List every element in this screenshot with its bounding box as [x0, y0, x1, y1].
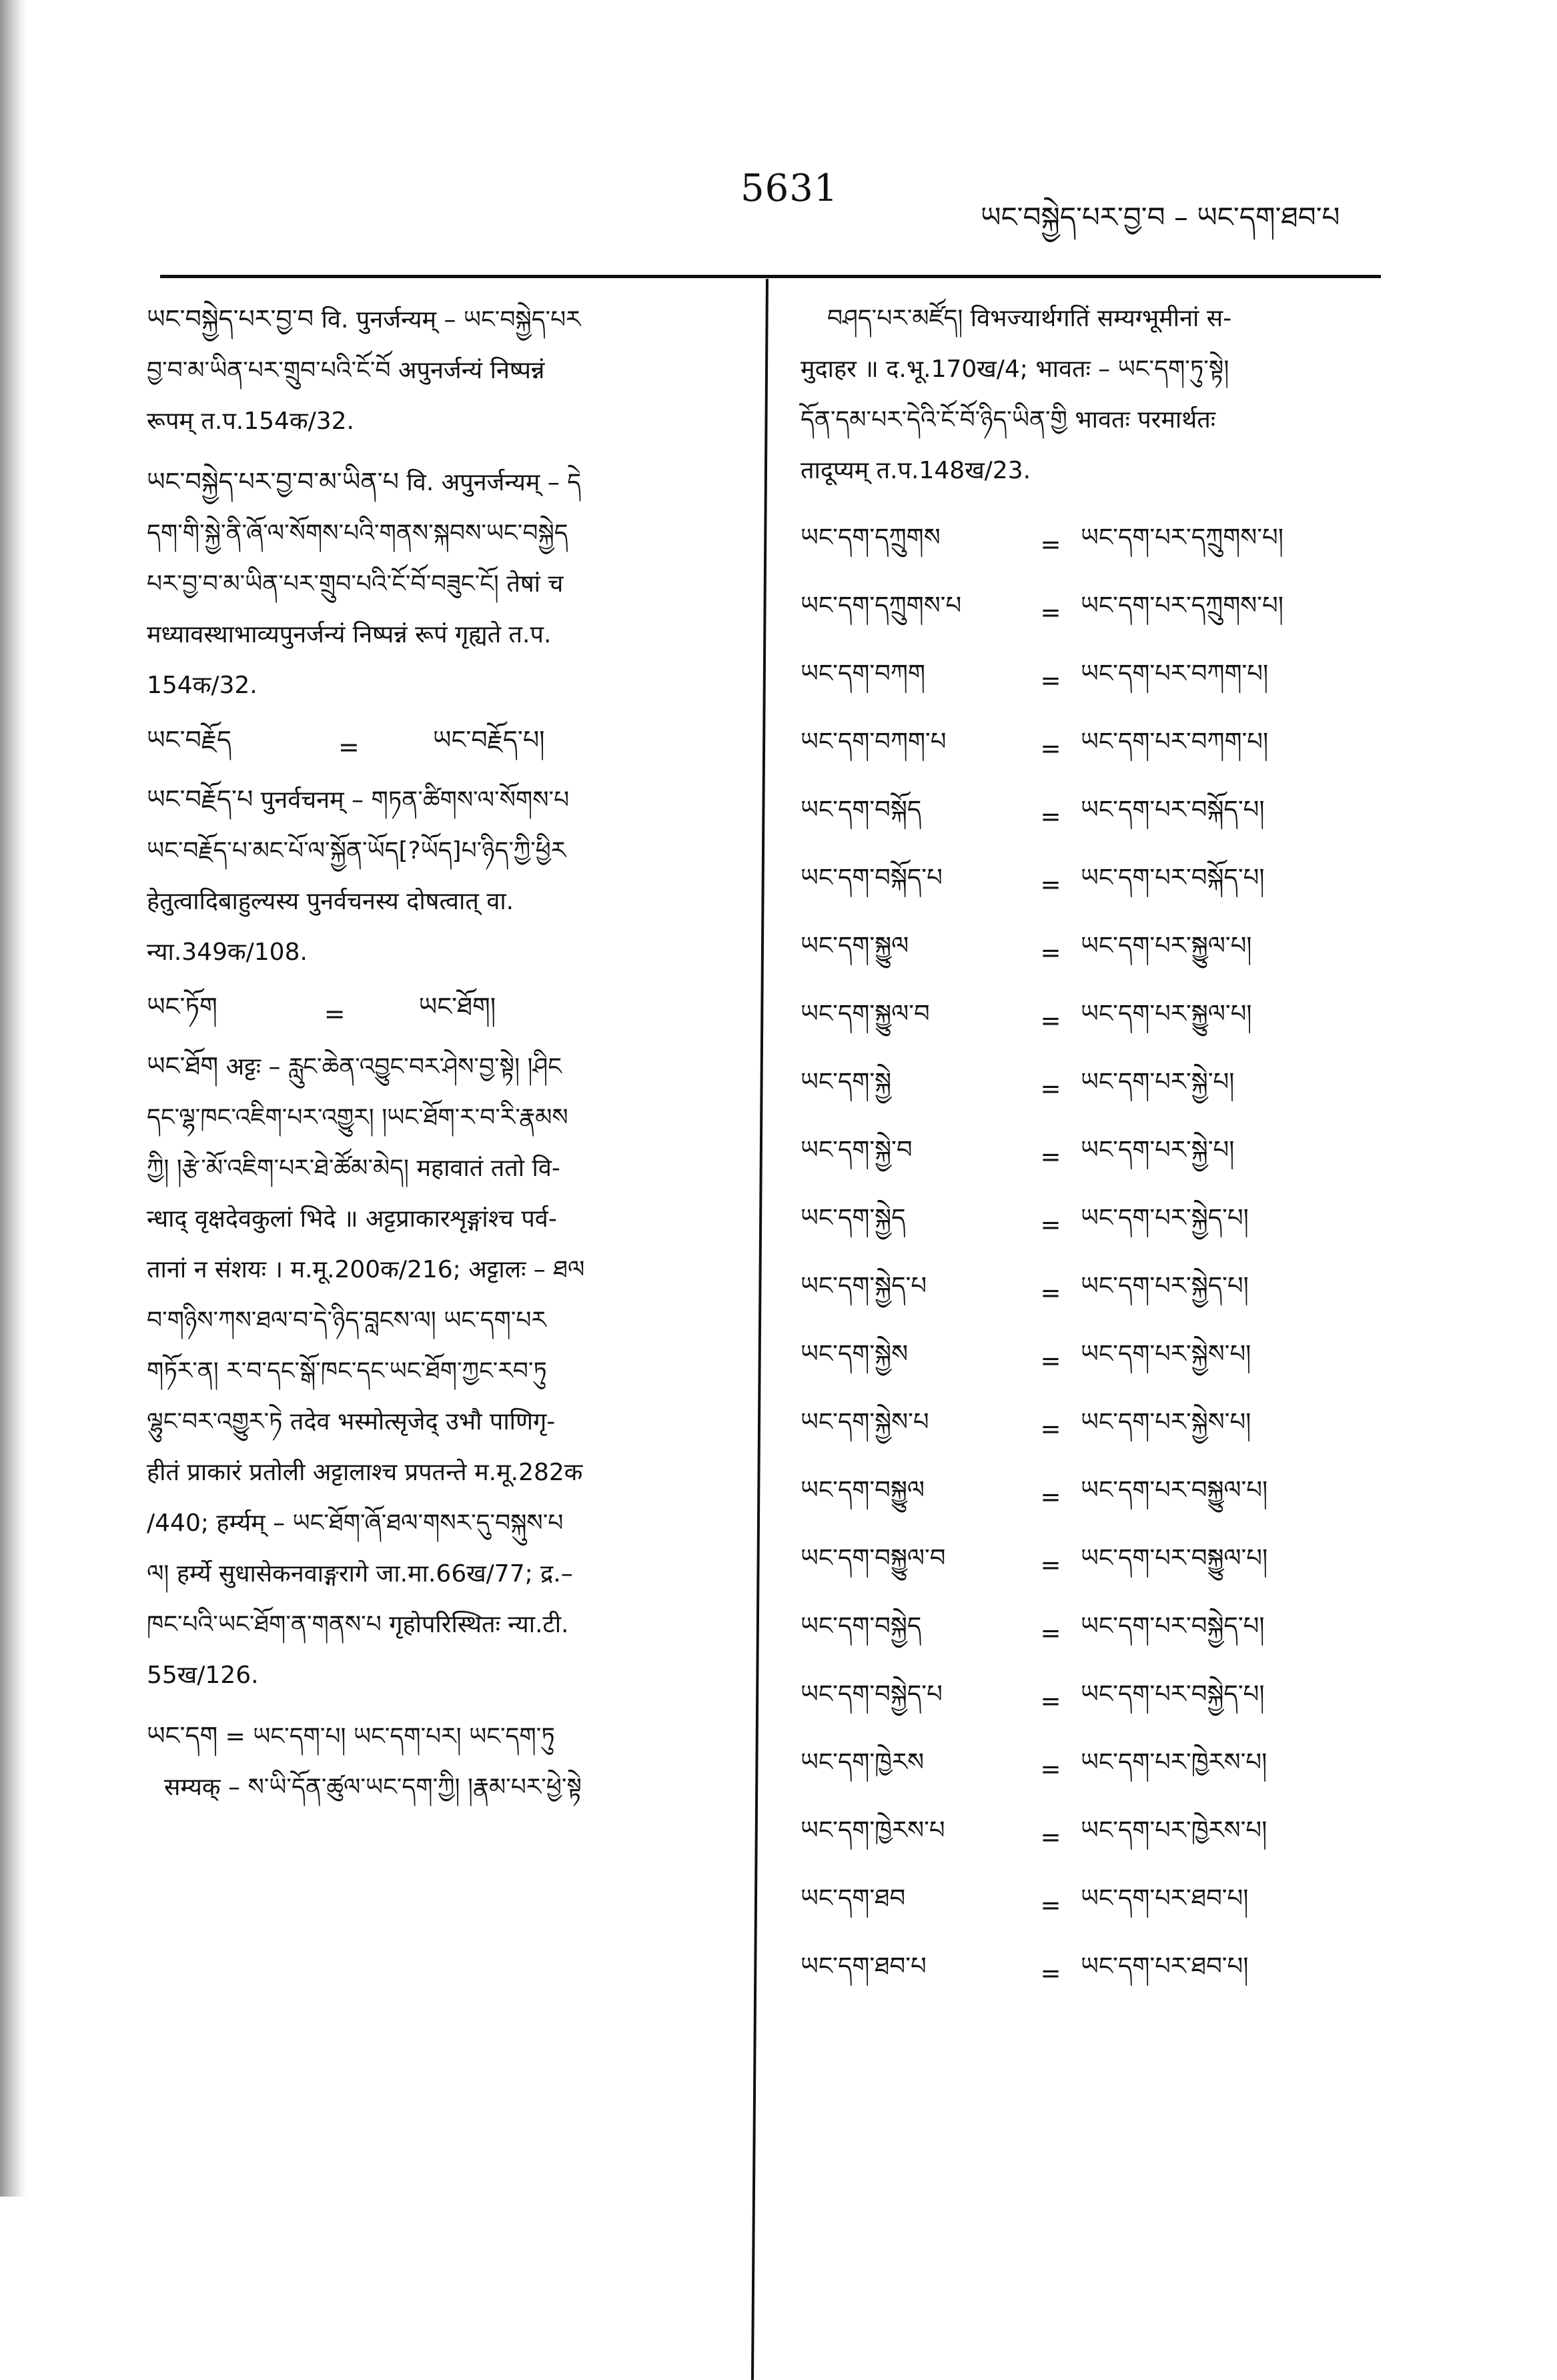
cross-reference [801, 1802, 1388, 1870]
xref-target: ཡང་བརྗོད་པ། [432, 724, 545, 754]
cross-reference [801, 1326, 1388, 1394]
entry-line: བྱ་བ་མ་ཡིན་པར་གྲུབ་པའི་ངོ་བོ अपुनर्जन्यं निष्पन्नं [147, 357, 545, 384]
xref-target: ཡང་དག་པར་བསྐྱུལ་པ། [1081, 1544, 1268, 1572]
entry-headword: ཡང་དག་བསྐོད་པ [801, 863, 943, 892]
entry-headword: ཡང་དག་དཀྲུགས [801, 523, 941, 552]
entry-line: न्या.349क/108. [147, 939, 308, 966]
dictionary-entry [147, 1041, 740, 1701]
entry-headword: ཡང་བསྐྱེད་པར་བྱ་བ་མ་ཡིན་པ [147, 467, 400, 496]
equals-sign: = [1040, 1550, 1061, 1580]
xref-target: ཡང་དག་པར་བཀག་པ། [1081, 659, 1269, 688]
entry-line: པར་བྱ་བ་མ་ཡིན་པར་གྲུབ་པའི་ངོ་བོ་བཟུང་ངོ། तेषां च [147, 570, 564, 598]
cross-reference [801, 1734, 1388, 1802]
equals-sign: = [1040, 802, 1061, 831]
equals-sign: = [1040, 1074, 1061, 1103]
entry-line: वि. पुनर्जन्यम् – ཡང་བསྐྱེད་པར [321, 306, 581, 334]
entry-headword: ཡང་དག་བཀག [801, 659, 925, 688]
entry-line: मुदाहर ॥ द.भू.170ख/4; भावतः – ཡང་དག་ཏུ་སྟེ། [801, 356, 1229, 383]
entry-line: བཤད་པར་མཛོད། विभज्यार्थगतिं सम्यग्भूमीनां स- [827, 305, 1232, 332]
cross-reference [801, 1530, 1388, 1598]
dictionary-entry [147, 293, 740, 447]
entry-headword: ཡང་དག་བསྐོད [801, 795, 922, 824]
equals-sign: = [1040, 598, 1061, 627]
dictionary-entry [147, 1710, 740, 1813]
right-column [801, 293, 1388, 2006]
equals-sign: = [1040, 1346, 1061, 1375]
entry-line: तानां न संशयः । म.मू.200क/216; अट्टालः – ཐལ [147, 1256, 585, 1283]
entry-headword: ཡང་དག་སྐྱུལ [801, 931, 909, 960]
cross-reference [801, 1258, 1388, 1326]
equals-sign: = [1040, 1142, 1061, 1171]
entry-line: अट्टः – རླུང་ཆེན་འབྱུང་བར་ཤེས་བྱ་སྟེ། །ཤིང [225, 1053, 562, 1081]
entry-headword: ཡང་དག [147, 1721, 218, 1750]
page-header [0, 167, 1557, 233]
entry-line: དང་ལྷ་ཁང་འཇིག་པར་འགྱུར། །ཡང་ཐོག་ར་བ་རི་རྣམས [147, 1104, 568, 1131]
xref-target: ཡང་དག་པར་ཐབ་པ། [1081, 1884, 1249, 1912]
column-divider [751, 279, 768, 2380]
xref-target: ཡང་དག་པར་སྐྱེ་པ། [1081, 1135, 1235, 1164]
entry-headword: ཡང་དག་བསྐྱུལ་བ [801, 1544, 946, 1572]
entry-headword: ཡང་དག་བཀག་པ [801, 727, 947, 756]
xref-target: ཡང་དག་པར་ཁྱེརས་པ། [1081, 1816, 1267, 1844]
cross-reference [801, 782, 1388, 850]
entry-line: हेतुत्वादिबाहुल्यस्य पुनर्वचनस्य दोषत्वात् वा. [147, 888, 514, 915]
xref-target: ཡང་དག་པར་དཀྲུགས་པ། [1081, 523, 1283, 552]
xref-target: ཡང་དག་པར་སྐྱེད་པ། [1081, 1271, 1249, 1300]
dictionary-entry [147, 774, 740, 978]
equals-sign: = [1040, 1822, 1061, 1852]
entry-line: /440; हर्म्यम् – ཡང་ཐོག་ཞོ་ཐལ་གསར་དུ་བསྐུས་པ [147, 1510, 564, 1537]
entry-headword: ཡང་དག་སྐྱེས་པ [801, 1407, 929, 1436]
entry-headword: ཡང་དག་དཀྲུགས་པ [801, 591, 962, 620]
equals-sign: = [1040, 1618, 1061, 1648]
entry-headword: ཡང་བརྗོད [147, 724, 231, 754]
xref-target: ཡང་དག་པར་སྐྱེ་པ། [1081, 1067, 1235, 1096]
xref-target: ཡང་དག་པར་བསྐྱེད་པ། [1081, 1612, 1265, 1640]
equals-sign: = [1040, 870, 1061, 899]
entry-line: रूपम् त.प.154क/32. [147, 408, 354, 435]
cross-reference [801, 1598, 1388, 1666]
entry-line: གཏོར་ན། ར་བ་དང་སྒོ་ཁང་དང་ཡང་ཐོག་ཀྱང་རབ་ཏུ [147, 1357, 547, 1385]
equals-sign: = [1040, 530, 1061, 559]
cross-reference [147, 720, 740, 774]
entry-line: सम्यक् – ས་ཡི་དོན་ཚུལ་ཡང་དག་ཀྱི། །རྣམ་པར་ཕྱེ་སྟེ [164, 1774, 582, 1801]
entry-line: न्धाद् वृक्षदेवकुलां भिदे ॥ अट्टप्राकारशृङ्गांश्च पर्व- [147, 1205, 557, 1233]
entry-headword: ཡང་དག་སྐྱེས [801, 1339, 909, 1368]
entry-headword: ཡང་དག་སྐྱེ་བ [801, 1135, 913, 1164]
cross-reference [801, 1938, 1388, 2006]
cross-reference [801, 714, 1388, 782]
entry-line: 154क/32. [147, 672, 257, 699]
xref-target: ཡང་དག་པར་ཐབ་པ། [1081, 1952, 1249, 1980]
entry-headword: ཡང་བསྐྱེད་པར་བྱ་བ [147, 304, 314, 334]
entry-headword: ཡང་དག་བསྐྱུལ [801, 1475, 925, 1504]
equals-sign: = [1040, 734, 1061, 763]
cross-reference [801, 646, 1388, 714]
xref-target: ཡང་དག་པར་བསྐོད་པ། [1081, 795, 1265, 824]
entry-headword: ཡང་དག་སྐྱེད [801, 1203, 906, 1232]
equals-sign: = [1040, 1958, 1061, 1988]
xref-target: ཡང་དག་པར་སྐྱེས་པ། [1081, 1407, 1251, 1436]
cross-reference [801, 1190, 1388, 1258]
cross-reference [801, 510, 1388, 578]
xref-target: ཡང་དག་པར་བཀག་པ། [1081, 727, 1269, 756]
xref-target: ཡང་ཐོག། [418, 991, 496, 1021]
entry-headword: ཡང་དག་སྐྱེད་པ [801, 1271, 927, 1300]
equals-sign: = [338, 732, 360, 762]
entry-line: हीतं प्राकारं प्रतोली अट्टालाश्च प्रपतन्ते म.मू.282क [147, 1459, 583, 1486]
entry-line: ལ། हर्म्ये सुधासेकनवाङ्गरागे जा.मा.66ख/77; द्र.– [147, 1560, 573, 1588]
cross-reference [147, 987, 740, 1041]
entry-headword: ཡང་ཏོག [147, 991, 217, 1021]
cross-reference [801, 986, 1388, 1054]
equals-sign: = [1040, 1754, 1061, 1784]
entry-headword: ཡང་དག་བསྐྱེད་པ [801, 1680, 943, 1708]
entry-line: वि. अपुनर्जन्यम् – དེ [406, 469, 582, 496]
entry-headword: ཡང་ཐོག [147, 1051, 219, 1081]
entry-line: ཁང་པའི་ཡང་ཐོག་ན་གནས་པ गृहोपरिस्थितः न्या.टी. [147, 1611, 569, 1638]
xref-target: ཡང་དག་པར་དཀྲུགས་པ། [1081, 591, 1283, 620]
entry-line: དོན་དམ་པར་དེའི་ངོ་བོ་ཉིད་ཡིན་གྱི भावतः परमार्थतः [801, 406, 1216, 434]
header-rule [160, 275, 1381, 278]
dictionary-entry [147, 456, 740, 711]
cross-reference-list [801, 510, 1388, 2006]
entry-line: ལྷུང་བར་འགྱུར་ཏེ तदेव भस्मोत्सृजेद् उभौ पाणिगृ- [147, 1408, 556, 1435]
cross-reference [801, 850, 1388, 918]
cross-reference [801, 1462, 1388, 1530]
xref-target: ཡང་དག་པར་སྐྱུལ་པ། [1081, 931, 1252, 960]
left-column [147, 293, 740, 1813]
cross-reference [801, 1666, 1388, 1734]
cross-reference [801, 1870, 1388, 1938]
entry-headword: ཡང་དག་ཐབ [801, 1884, 906, 1912]
equals-sign: = [324, 999, 346, 1029]
entry-line: དག་གི་སྐྱེ་ནི་ཞོ་ལ་སོགས་པའི་གནས་སྐབས་ཡང་བསྐྱེད [147, 520, 568, 547]
entry-line: བ་གཉིས་ཀས་ཐལ་བ་དེ་ཉིད་བླངས་ལ། ཡང་དག་པར [147, 1307, 546, 1334]
entry-line: मध्यावस्थाभाव्यपुनर्जन्यं निष्पन्नं रूपं गृह्यते त.प. [147, 621, 552, 648]
entry-headword: ཡང་དག་བསྐྱེད [801, 1612, 922, 1640]
page-number: 5631 [740, 167, 839, 210]
equals-sign: = [1040, 1890, 1061, 1920]
cross-reference [801, 1054, 1388, 1122]
equals-sign: = [1040, 1686, 1061, 1716]
xref-target: ཡང་དག་པར་སྐྱེས་པ། [1081, 1339, 1251, 1368]
entry-headword: ཡང་དག་ཁྱེརས [801, 1748, 925, 1776]
xref-target: ཡང་དག་པར་བསྐོད་པ། [1081, 863, 1265, 892]
entry-headword: ཡང་དག་ཐབ་པ [801, 1952, 927, 1980]
xref-target: ཡང་དག་པར་བསྐྱུལ་པ། [1081, 1475, 1268, 1504]
entry-line: 55ख/126. [147, 1662, 259, 1689]
equals-sign: = [1040, 938, 1061, 967]
entry-line: पुनर्वचनम् – གཏན་ཚིགས་ལ་སོགས་པ [260, 786, 570, 814]
entry-continuation [801, 293, 1388, 496]
entry-line: तादूप्यम् त.प.148ख/23. [801, 457, 1031, 484]
entry-headword: ཡང་བརྗོད་པ [147, 784, 253, 814]
equals-sign: = [1040, 666, 1061, 695]
entry-line: ཡང་བརྗོད་པ་མང་པོ་ལ་སྐྱོན་ཡོད[?ཡོད]པ་ཉིད་ཀྱི་ཕྱིར [147, 837, 566, 864]
xref-target: ཡང་དག་པར་སྐྱུལ་པ། [1081, 999, 1252, 1028]
equals-sign: = [1040, 1278, 1061, 1307]
cross-reference [801, 1394, 1388, 1462]
equals-sign: = [1040, 1006, 1061, 1035]
entry-headword: ཡང་དག་ཁྱེརས་པ [801, 1816, 945, 1844]
xref-target: ཡང་དག་པར་བསྐྱེད་པ། [1081, 1680, 1265, 1708]
equals-sign: = [1040, 1414, 1061, 1443]
cross-reference [801, 578, 1388, 646]
cross-reference [801, 1122, 1388, 1190]
entry-line: = ཡང་དག་པ། ཡང་དག་པར། ཡང་དག་ཏུ [225, 1723, 555, 1750]
entry-line: ཀྱི། །རྩེ་མོ་འཇིག་པར་ཐེ་ཚོམ་མེད། महावातं ततो वि- [147, 1155, 560, 1182]
equals-sign: = [1040, 1210, 1061, 1239]
xref-target: ཡང་དག་པར་སྐྱེད་པ། [1081, 1203, 1249, 1232]
scan-spine-shadow [0, 0, 27, 2197]
entry-headword: ཡང་དག་སྐྱེ [801, 1067, 892, 1096]
equals-sign: = [1040, 1482, 1061, 1512]
entry-headword: ཡང་དག་སྐྱུལ་བ [801, 999, 930, 1028]
cross-reference [801, 918, 1388, 986]
running-head: ཡང་བསྐྱེད་པར་བྱ་བ – ཡང་དག་ཐབ་པ [981, 201, 1340, 233]
xref-target: ཡང་དག་པར་ཁྱེརས་པ། [1081, 1748, 1267, 1776]
